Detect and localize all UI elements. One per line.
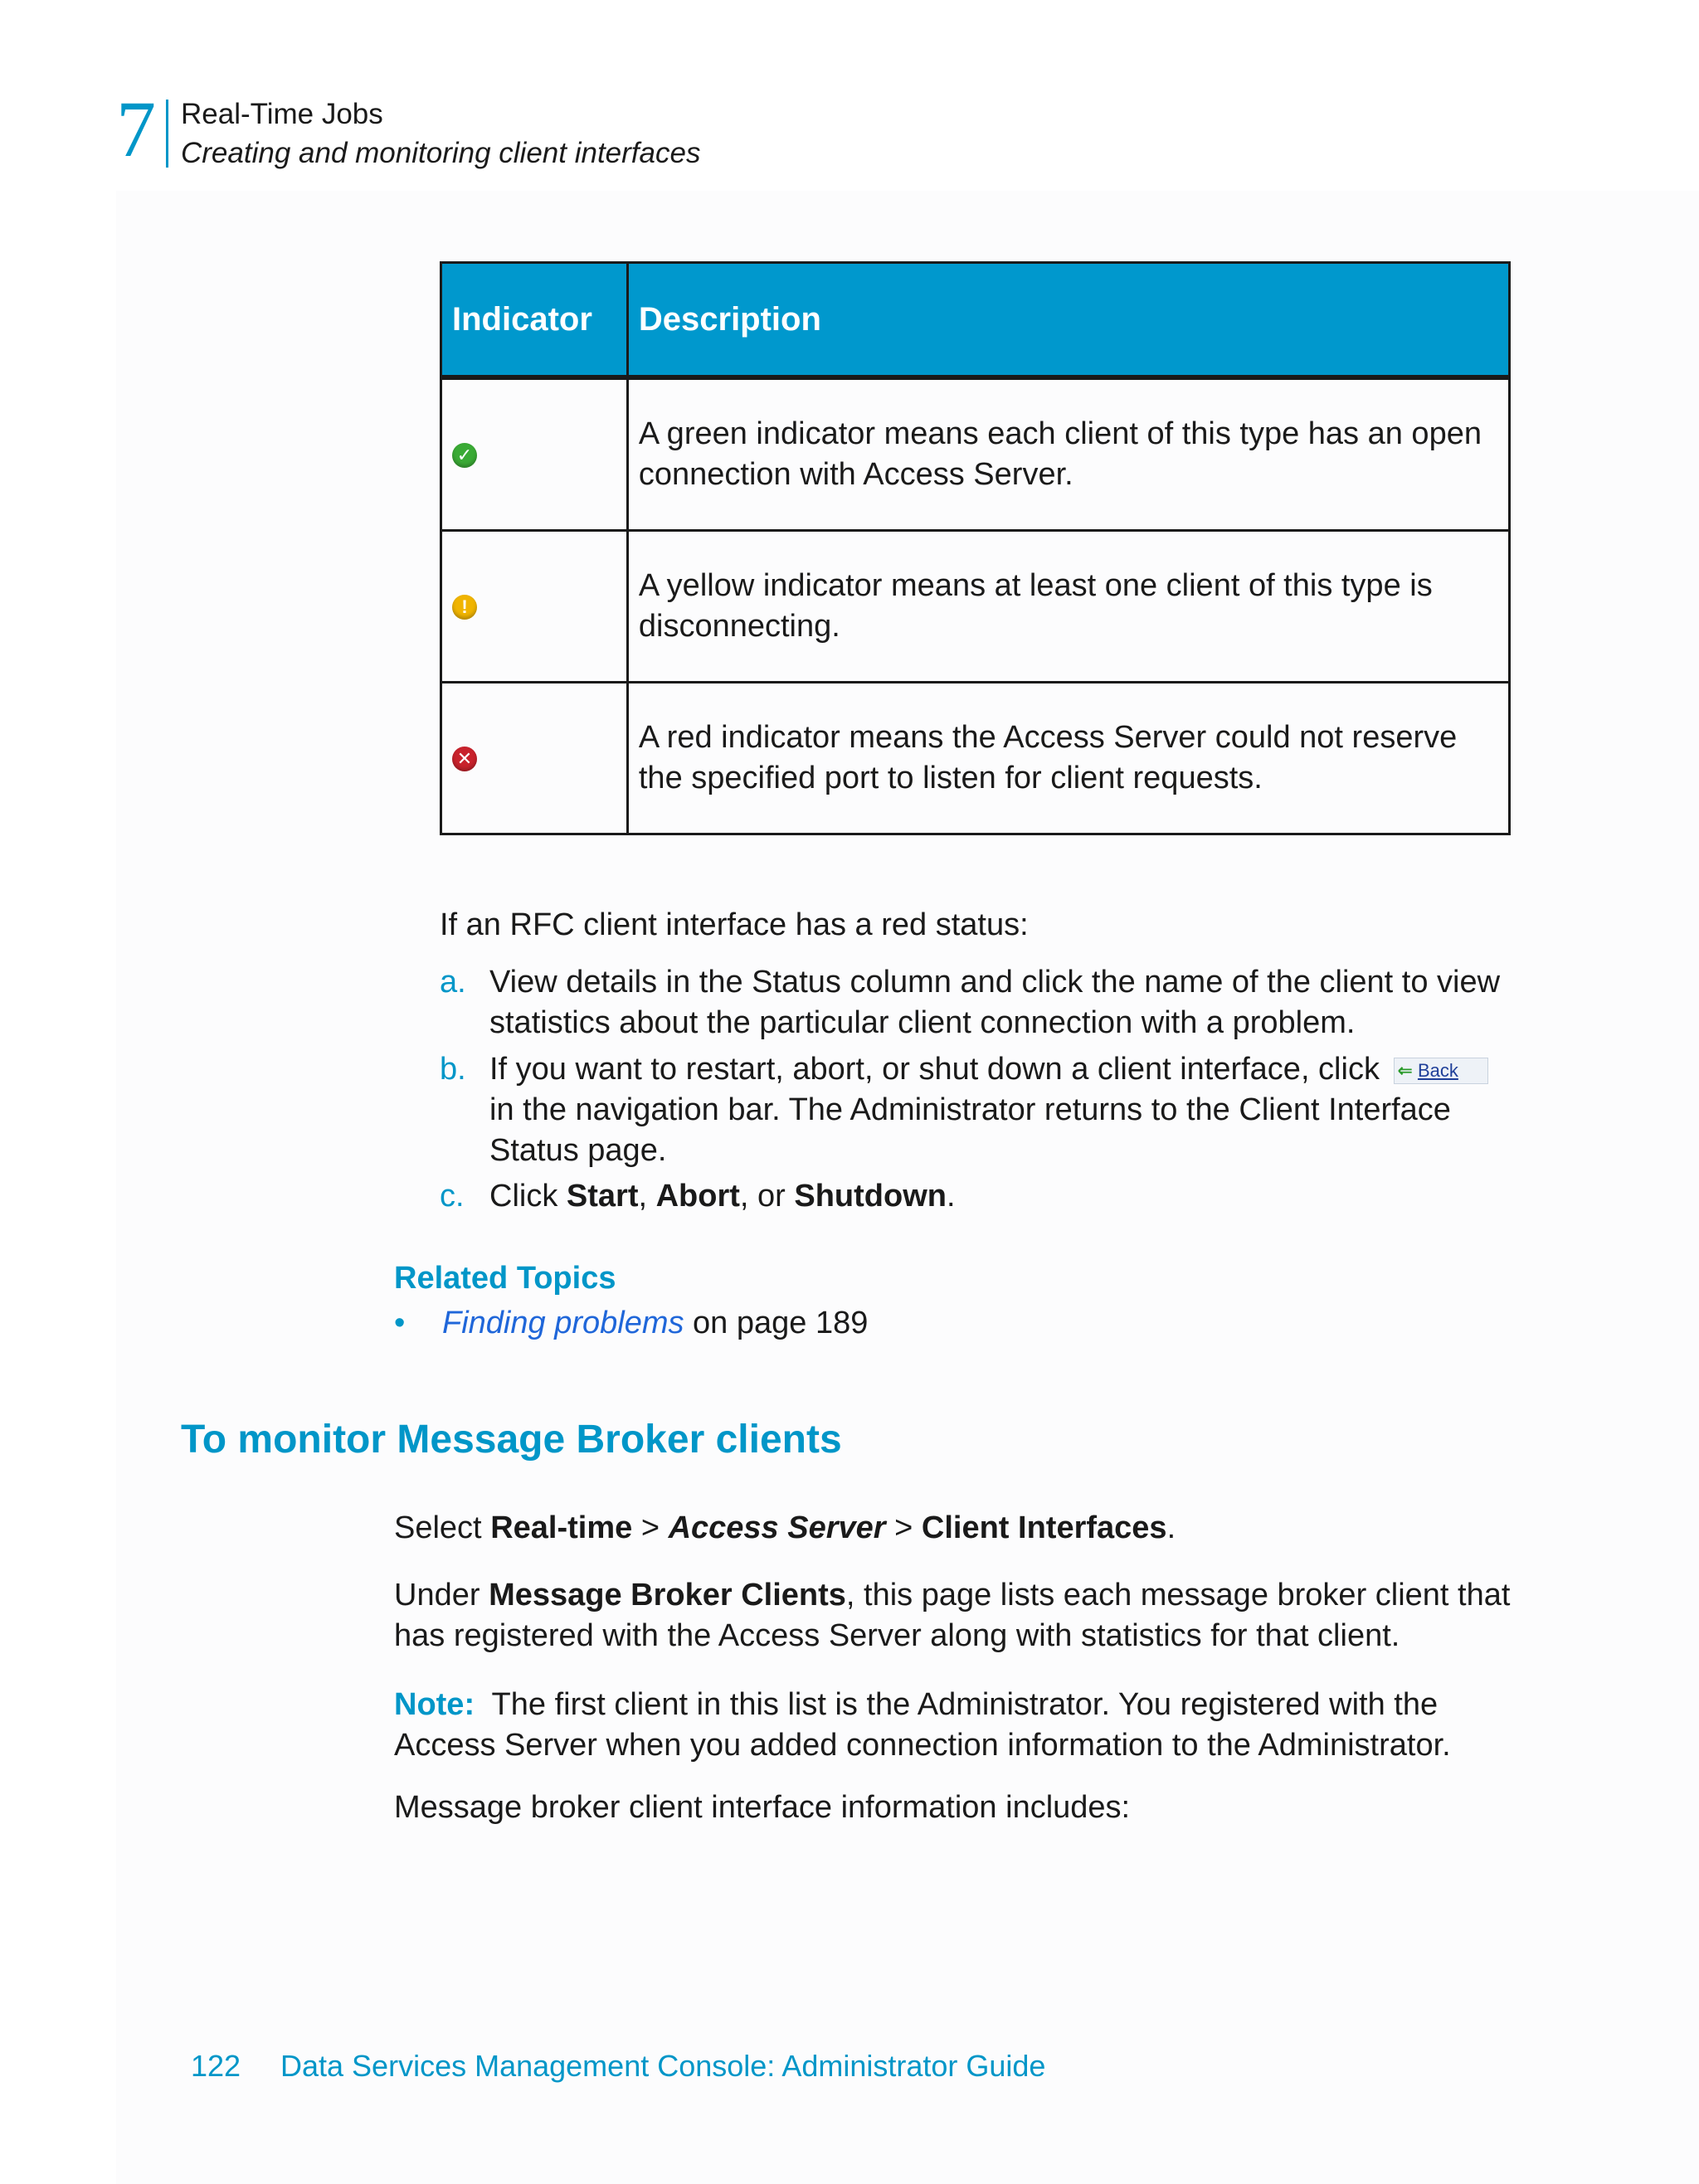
note-paragraph — [394, 1685, 1522, 1766]
table-row — [441, 683, 1510, 834]
indicator-cell — [441, 377, 628, 531]
abort-label: Abort — [655, 1179, 740, 1214]
select-word: Select — [394, 1510, 482, 1545]
column-header-indicator: Indicator — [441, 263, 628, 378]
start-label: Start — [566, 1179, 639, 1214]
step-b-text-before: If you want to restart, abort, or shut down a client interface, click — [489, 1052, 1380, 1087]
step-marker: b. — [440, 1052, 466, 1087]
related-topics-heading: Related Topics — [394, 1261, 616, 1296]
period: . — [1166, 1510, 1176, 1545]
path-client-interfaces: Client Interfaces — [921, 1510, 1167, 1545]
step-text — [489, 1049, 1518, 1171]
indicator-table — [440, 261, 1511, 835]
step-text: View details in the Status column and click the name of the client to view statistics about the particular client connection with a problem. — [489, 965, 1501, 1040]
footer-title: Data Services Management Console: Administrator Guide — [280, 2049, 1046, 2083]
description-cell: A yellow indicator means at least one client of this type is disconnecting. — [627, 531, 1509, 683]
indicator-cell — [441, 531, 628, 683]
path-real-time: Real-time — [490, 1510, 633, 1545]
table-row — [441, 531, 1510, 683]
description-cell: A red indicator means the Access Server could not reserve the specified port to listen for client requests. — [627, 683, 1509, 834]
shutdown-label: Shutdown — [794, 1179, 947, 1214]
chapter-divider — [166, 100, 168, 168]
link-page-ref: on page 189 — [693, 1306, 869, 1340]
separator: , — [638, 1179, 648, 1214]
chapter-title: Real-Time Jobs — [181, 98, 383, 130]
message-broker-clients-label: Message Broker Clients — [489, 1578, 846, 1612]
rfc-intro: If an RFC client interface has a red status: — [440, 907, 1029, 942]
description-cell: A green indicator means each client of this type has an open connection with Access Server. — [627, 377, 1509, 531]
note-text: The first client in this list is the Administrator. You registered with the Access Server when you added connection information to the Administrator. — [394, 1687, 1451, 1763]
under-rest: , this page lists each message broker client that has registered with the Access Server along with statistics for that client. — [394, 1578, 1511, 1653]
period: . — [947, 1179, 956, 1214]
bullet: • — [394, 1306, 406, 1340]
back-button-label: Back — [1417, 1059, 1458, 1081]
table-row — [441, 377, 1510, 531]
chapter-number: 7 — [116, 85, 156, 173]
info-paragraph: Message broker client interface information includes: — [394, 1790, 1131, 1825]
path-access-server: Access Server — [668, 1510, 886, 1545]
under-paragraph — [394, 1575, 1522, 1656]
path-separator: > — [894, 1510, 913, 1545]
page-number: 122 — [191, 2049, 241, 2083]
path-separator: > — [640, 1510, 660, 1545]
step-marker: c. — [440, 1179, 465, 1214]
yellow-warning-icon: ! — [452, 595, 477, 620]
step-b-text-after: in the navigation bar. The Administrator returns to the Client Interface Status page. — [489, 1092, 1451, 1168]
back-button — [1394, 1058, 1488, 1084]
red-error-icon: ✕ — [452, 747, 477, 771]
column-header-description: Description — [627, 263, 1509, 378]
back-arrow-icon: ⇐ — [1397, 1059, 1413, 1081]
indicator-cell — [441, 683, 628, 834]
table-header-row — [441, 263, 1510, 378]
green-check-icon: ✓ — [452, 443, 477, 468]
under-word: Under — [394, 1578, 480, 1612]
step-text — [489, 1176, 1518, 1217]
note-label: Note: — [394, 1687, 475, 1722]
separator: , or — [739, 1179, 786, 1214]
step-c-click: Click — [489, 1179, 558, 1214]
related-topic-item — [442, 1306, 868, 1341]
select-path — [394, 1508, 1522, 1549]
section-heading: To monitor Message Broker clients — [181, 1418, 842, 1462]
section-title: Creating and monitoring client interfaces — [181, 137, 701, 169]
step-marker: a. — [440, 965, 466, 1000]
finding-problems-link[interactable]: Finding problems — [442, 1306, 684, 1340]
